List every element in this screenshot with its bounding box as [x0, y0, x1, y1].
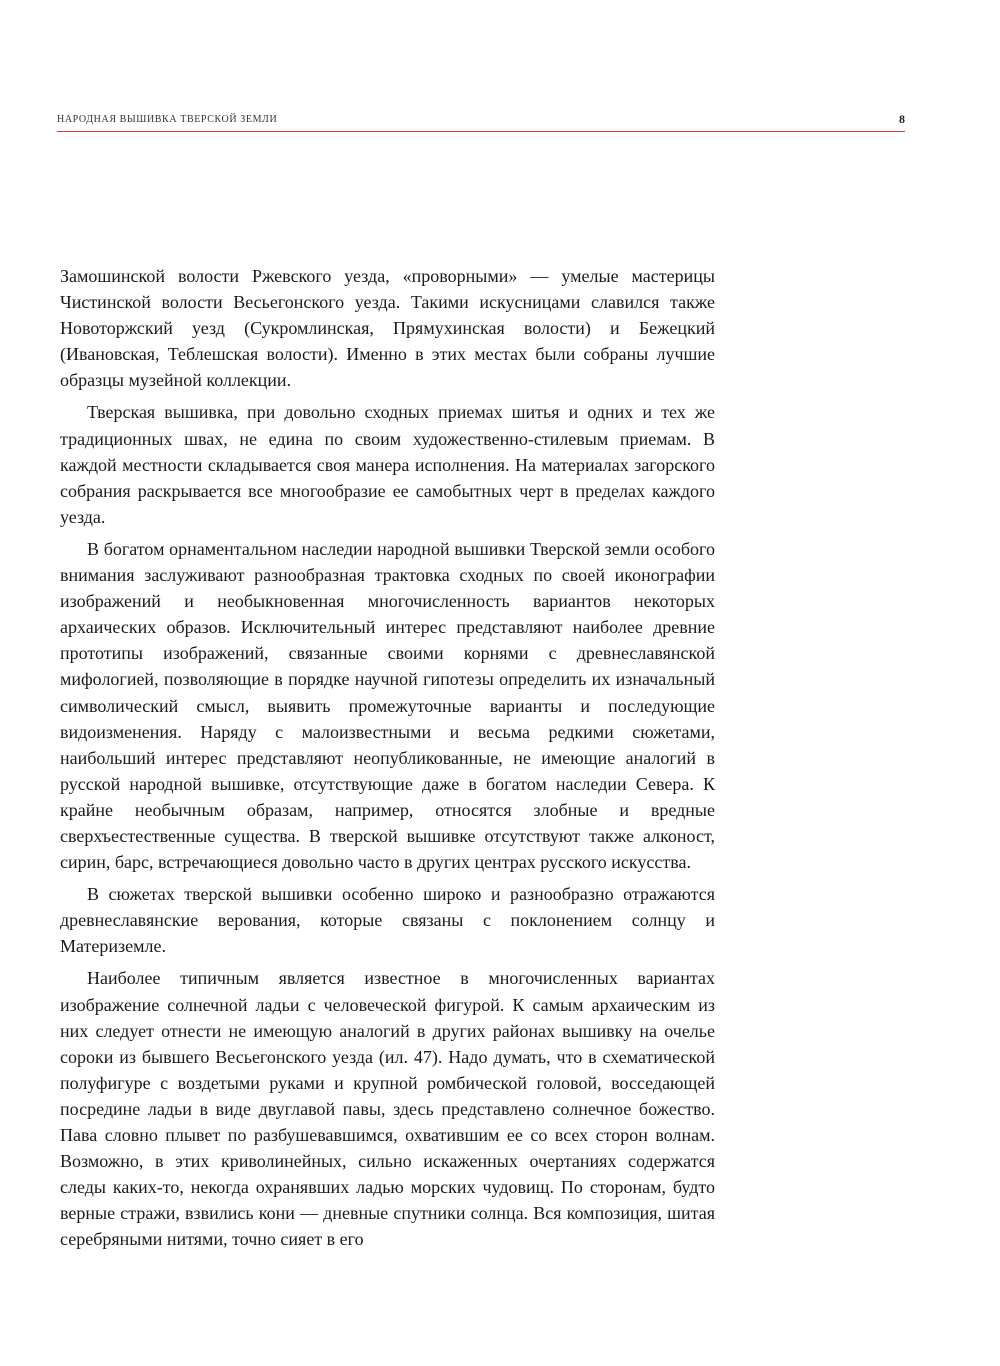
body-text: [60, 263, 715, 1258]
paragraph: Тверская вышивка, при довольно сходных приемах шитья и одних и тех же традиционных швах, не едина по своим художественно-стилевым приемам. В каждой местности складывается своя манера исполнения. На материалах загорского собрания раскрывается все многообразие ее самобытных черт в пределах каждого уезда.: [60, 402, 715, 527]
header-rule: [57, 131, 905, 132]
paragraph: Наиболее типичным является известное в многочисленных вариантах изображение солнечной ладьи с человеческой фигурой. К самым архаическим из них следует отнести не имеющую аналогий в других районах вышивку на очелье сороки из бывшего Весьегонского уезда (ил. 47). Надо думать, что в схематической полуфигуре с воздетыми руками и крупной ромбической головой, восседающей посредине ладьи в виде двуглавой павы, здесь представлено солнечное божество. Пава словно плывет по разбушевавшимся, охватившим ее со всех сторон волнам. Возможно, в этих криволинейных, сильно искаженных очертаниях содержатся следы каких-то, некогда охранявших ладью морских чудовищ. По сторонам, будто верные стражи, взвились кони — дневные спутники солнца. Вся композиция, шитая серебряными нитями, точно сияет в его: [60, 968, 715, 1250]
paragraph: В богатом орнаментальном наследии народной вышивки Тверской земли особого внимания заслуживают разнообразная трактовка сходных по своей иконографии изображений и необыкновенная многочисленность вариантов некоторых архаических образов. Исключительный интерес представляют наиболее древние прототипы изображений, связанные своими корнями с древнеславянской мифологией, позволяющие в порядке научной гипотезы определить их изначальный символический смысл, выявить промежуточные варианты и последующие видоизменения. Наряду с малоизвестными и весьма редкими сюжетами, наибольший интерес представляют неопубликованные, не имеющие аналогий в русской народной вышивке, отсутствующие даже в богатом наследии Севера. К крайне необычным образам, например, относятся злобные и вредные сверхъестественные существа. В тверской вышивке отсутствуют также алконост, сирин, барс, встречающиеся довольно часто в других центрах русского искусства.: [60, 538, 715, 873]
paragraph: Замошинской волости Ржевского уезда, «проворными» — умелые мастерицы Чистинской волости Весьегонского уезда. Такими искусницами славился также Новоторжский уезд (Сукромлинская, Прямухинская волости) и Бежецкий (Ивановская, Теблешская волости). Именно в этих местах были собраны лучшие образцы музейной коллекции.: [60, 266, 715, 391]
running-header: [57, 114, 905, 132]
page-number: 8: [899, 112, 905, 126]
paragraph: В сюжетах тверской вышивки особенно широко и разнообразно отражаются древнеславянские верования, которые связаны с поклонением солнцу и Материземле.: [60, 884, 715, 957]
running-title: НАРОДНАЯ ВЫШИВКА ТВЕРСКОЙ ЗЕМЛИ: [57, 114, 278, 125]
